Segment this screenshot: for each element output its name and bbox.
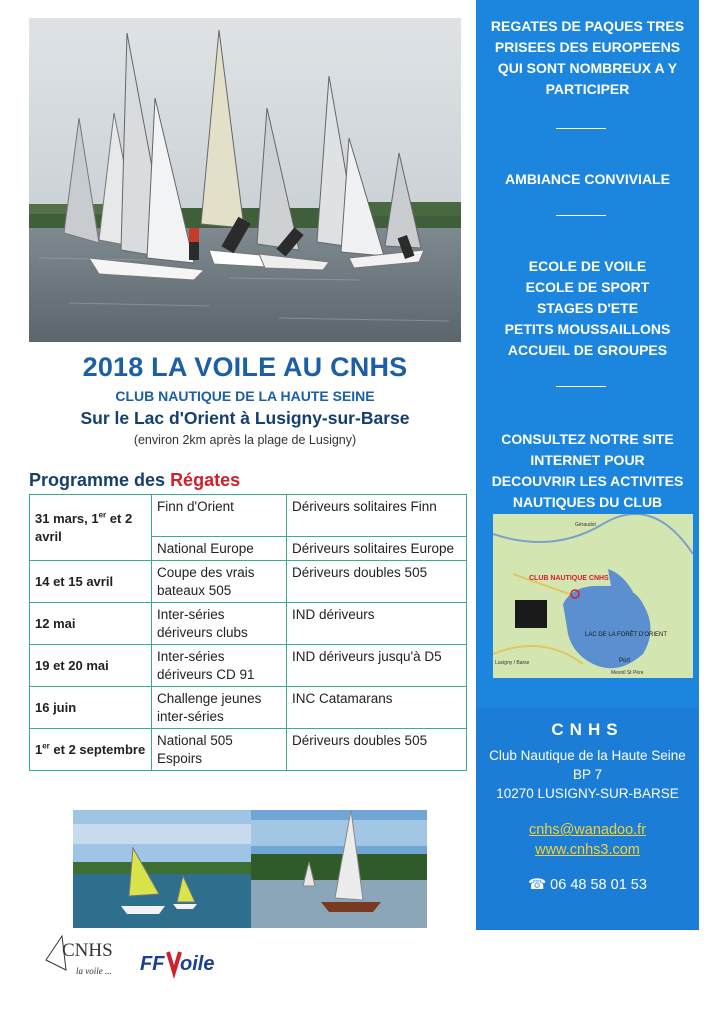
- event-cell: National Europe: [152, 537, 287, 561]
- easter-regattas-text: REGATES DE PAQUES TRES PRISEES DES EUROPEENS QUI SONT NOMBREUX A Y PARTICIPER: [490, 18, 685, 97]
- date-cell: 1er et 2 septembre: [30, 729, 152, 771]
- activities-list: [476, 256, 699, 361]
- table-row: [30, 729, 467, 771]
- table-row: [30, 645, 467, 687]
- category-cell: Dériveurs solitaires Finn: [287, 495, 467, 537]
- table-row: [30, 495, 467, 537]
- table-row: [30, 603, 467, 645]
- divider: [556, 128, 606, 129]
- date-cell: 19 et 20 mai: [30, 645, 152, 687]
- contact-block: [476, 708, 699, 930]
- event-cell: National 505 Espoirs: [152, 729, 287, 771]
- sidebar-highlights: [476, 0, 699, 514]
- email-link[interactable]: cnhs@wanadoo.fr: [528, 822, 647, 838]
- cnhs-logo: [42, 930, 124, 982]
- table-row: [30, 687, 467, 729]
- list-item: ECOLE DE VOILE: [528, 258, 647, 274]
- regattas-table: [29, 494, 467, 771]
- svg-text:Géraudot: Géraudot: [575, 522, 596, 528]
- location-subtitle: Sur le Lac d'Orient à Lusigny-sur-Barse: [80, 408, 410, 428]
- lake-map: [493, 514, 693, 678]
- list-item: STAGES D'ETE: [536, 300, 639, 316]
- po-box: BP 7: [572, 767, 603, 782]
- date-cell: 16 juin: [30, 687, 152, 729]
- table-row: [30, 561, 467, 603]
- divider: [556, 215, 606, 216]
- dinghy-sailing-photo: [251, 810, 427, 928]
- category-cell: Dériveurs doubles 505: [287, 561, 467, 603]
- event-cell: Inter-séries dériveurs CD 91: [152, 645, 287, 687]
- category-cell: INC Catamarans: [287, 687, 467, 729]
- svg-text:CLUB NAUTIQUE CNHS: CLUB NAUTIQUE CNHS: [529, 575, 609, 582]
- club-acronym: CNHS: [551, 720, 624, 739]
- list-item: ACCUEIL DE GROUPES: [507, 342, 668, 358]
- phone-number: 06 48 58 01 53: [550, 877, 647, 893]
- event-cell: Challenge jeunes inter-séries: [152, 687, 287, 729]
- club-full-name: Club Nautique de la Haute Seine: [489, 748, 686, 763]
- ffvoile-logo: [140, 940, 226, 980]
- postal-address: 10270 LUSIGNY-SUR-BARSE: [496, 786, 679, 801]
- website-link[interactable]: www.cnhs3.com: [535, 842, 640, 858]
- category-cell: IND dériveurs jusqu'à D5: [287, 645, 467, 687]
- event-cell: Coupe des vrais bateaux 505: [152, 561, 287, 603]
- svg-text:CNHS: CNHS: [62, 940, 113, 961]
- category-cell: Dériveurs doubles 505: [287, 729, 467, 771]
- programme-heading: Programme des Régates: [29, 470, 241, 490]
- event-cell: Finn d'Orient: [152, 495, 287, 537]
- event-cell: Inter-séries dériveurs clubs: [152, 603, 287, 645]
- list-item: PETITS MOUSSAILLONS: [504, 321, 671, 337]
- date-cell: 12 mai: [30, 603, 152, 645]
- date-cell: 31 mars, 1er et 2 avril: [30, 495, 152, 561]
- club-name-subtitle: CLUB NAUTIQUE DE LA HAUTE SEINE: [115, 388, 375, 404]
- list-item: ECOLE DE SPORT: [525, 279, 650, 295]
- svg-text:Port: Port: [619, 658, 631, 664]
- svg-text:Mesnil St Père: Mesnil St Père: [611, 670, 644, 676]
- directions-note: (environ 2km après la plage de Lusigny): [133, 433, 357, 447]
- divider: [556, 386, 606, 387]
- svg-text:la voile ...: la voile ...: [76, 966, 112, 976]
- phone-icon: ☎: [528, 877, 547, 893]
- category-cell: Dériveurs solitaires Europe: [287, 537, 467, 561]
- website-invitation-text: CONSULTEZ NOTRE SITE INTERNET POUR DECOUVRIR LES ACTIVITES NAUTIQUES DU CLUB: [491, 431, 684, 510]
- date-cell: 14 et 15 avril: [30, 561, 152, 603]
- svg-text:FF: FF: [140, 953, 165, 975]
- svg-text:Lusigny / Barse: Lusigny / Barse: [495, 660, 530, 666]
- svg-text:LAC DE LA FORÊT D'ORIENT: LAC DE LA FORÊT D'ORIENT: [585, 632, 668, 638]
- atmosphere-text: AMBIANCE CONVIVIALE: [505, 171, 670, 187]
- hero-sailing-photo: [29, 18, 461, 342]
- category-cell: IND dériveurs: [287, 603, 467, 645]
- svg-text:oile: oile: [180, 953, 215, 975]
- optimist-sailing-photo: [73, 810, 251, 928]
- phone-line: [476, 877, 699, 893]
- page-title: 2018 LA VOILE AU CNHS: [82, 352, 408, 382]
